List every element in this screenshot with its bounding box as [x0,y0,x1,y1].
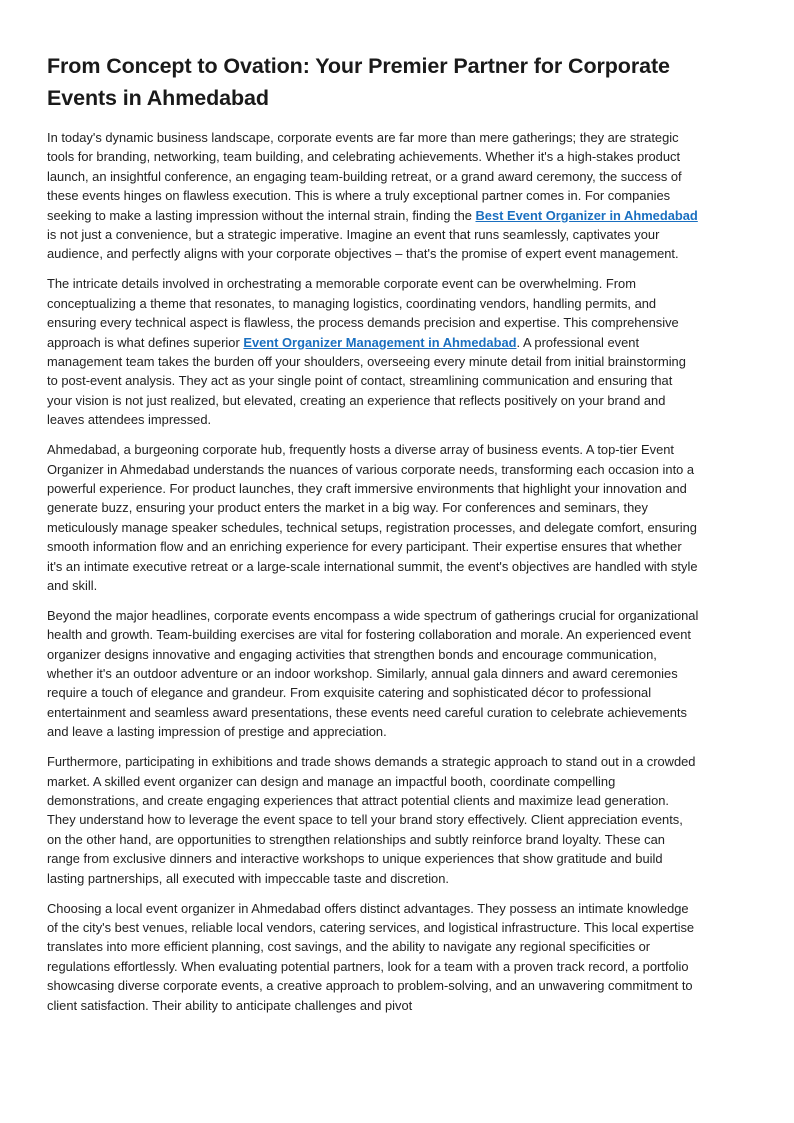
paragraph-text: In today's dynamic business landscape, corporate events are far more than mere gatherings; they are strategic tools for branding, networking, team building, and celebrating achievements. Whether it's a high-stakes product launch, an insightful conference, an engaging team-building retreat, or a grand award ceremony, the success of these events hinges on flawless execution. This is where a truly exceptional partner comes in. For companies seeking to make a lasting impression without the internal strain, finding the [47,130,682,223]
paragraph-text: . A professional event management team takes the burden off your shoulders, overseeing every minute detail from initial brainstorming to post-event analysis. They act as your single point of contact, streamlining communication and ensuring that your vision is not just realized, but elevated, creating an experience that reflects positively on your brand and leaves attendees impressed. [47,334,686,428]
page-title: From Concept to Ovation: Your Premier Partner for Corporate Events in Ahmedabad [47,54,670,110]
paragraph-ahmedabad-hub: Ahmedabad, a burgeoning corporate hub, frequently hosts a diverse array of business events. A top-tier Event Organizer in Ahmedabad understands the nuances of various corporate needs, transforming each occasion into a powerful experience. For product launches, they craft immersive environments that highlight your innovation and generate buzz, ensuring your product enters the market in a big way. For conferences and seminars, they meticulously manage speaker schedules, technical setups, registration processes, and delegate comfort, ensuring smooth information flow and an enriching experience for every participant. Their expertise ensures that whether it's an intimate executive retreat or a large-scale international summit, the event's objectives are handled with style and skill. [47,442,698,593]
paragraph-text: The intricate details involved in orchestrating a memorable corporate event can be overwhelming. From conceptualizing a theme that resonates, to managing logistics, coordinating vendors, handling permits, and ensuring every technical aspect is flawless, the process demands precision and expertise. This comprehensive approach is what defines superior [47,276,679,350]
paragraph-team-building: Beyond the major headlines, corporate events encompass a wide spectrum of gatherings crucial for organizational health and growth. Team-building exercises are vital for fostering collaboration and morale. An experienced event organizer designs innovative and engaging activities that strengthen bonds and encourage communication, whether it's an outdoor adventure or an indoor workshop. Similarly, annual gala dinners and award ceremonies require a touch of elegance and grandeur. From exquisite catering and sophisticated décor to professional entertainment and seamless award presentations, these events need careful curation to celebrate achievements and leave a lasting impression of prestige and appreciation. [47,607,699,740]
paragraph-exhibitions: Furthermore, participating in exhibitions and trade shows demands a strategic approach to stand out in a crowded market. A skilled event organizer can design and manage an impactful booth, coordinate compelling demonstrations, and create engaging experiences that attract potential clients and maximize lead generation. They understand how to leverage the event space to tell your brand story effectively. Client appreciation events, on the other hand, are opportunities to strengthen relationships and subtly reinforce brand loyalty. These can range from exclusive dinners and interactive workshops to unique experiences that show gratitude and build lasting partnerships, all executed with impeccable taste and discretion. [47,754,696,886]
paragraph-text: is not just a convenience, but a strategic imperative. Imagine an event that runs seamlessly, captivates your audience, and perfectly aligns with your corporate objectives – that's the promise of expert event management. [47,227,679,262]
best-event-organizer-link[interactable]: Best Event Organizer in Ahmedabad [475,207,698,223]
paragraph-management [47,274,699,429]
document-page [47,50,699,1025]
event-organizer-management-link[interactable]: Event Organizer Management in Ahmedabad [243,334,517,350]
paragraph-intro [47,128,699,264]
paragraph-local-organizer: Choosing a local event organizer in Ahmedabad offers distinct advantages. They possess an intimate knowledge of the city's best venues, reliable local vendors, catering services, and logistical infrastructure. This local expertise translates into more efficient planning, cost savings, and the ability to navigate any regional specificities or regulations effortlessly. When evaluating potential partners, look for a team with a proven track record, a portfolio showcasing diverse corporate events, a creative approach to problem-solving, and an unwavering commitment to client satisfaction. Their ability to anticipate challenges and pivot [47,900,695,1013]
